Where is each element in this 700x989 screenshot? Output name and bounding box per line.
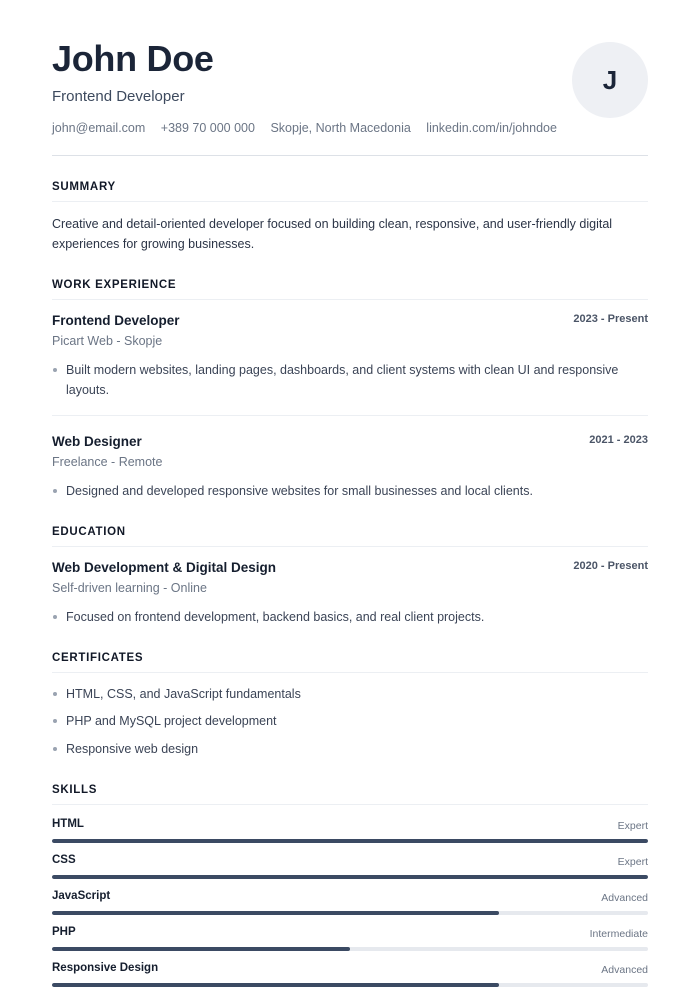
contact-info: [52, 121, 569, 135]
section-title-certificates: CERTIFICATES: [52, 652, 144, 664]
skill-name: HTML: [52, 818, 84, 830]
contact-linkedin: linkedin.com/in/johndoe: [426, 121, 557, 135]
skill-level: Advanced: [601, 892, 648, 904]
skill-bar-fill: [52, 983, 499, 987]
skill-level: Expert: [617, 820, 648, 832]
avatar: J: [572, 42, 648, 118]
list-item-text: Focused on frontend development, backend basics, and real client projects.: [66, 610, 485, 624]
skill-bar-fill: [52, 911, 499, 915]
skill-name: PHP: [52, 926, 76, 938]
skill-bar-fill: [52, 947, 350, 951]
list-item-text: Built modern websites, landing pages, dashboards, and client systems with clean UI and responsive layouts.: [66, 363, 619, 397]
skill-name: JavaScript: [52, 890, 111, 902]
skill-bar-fill: [52, 875, 648, 879]
skill-level: Intermediate: [589, 928, 648, 940]
section-title-skills: SKILLS: [52, 784, 98, 796]
contact-phone: +389 70 000 000: [160, 121, 255, 135]
bullet-dot: [53, 719, 57, 723]
section-title-work-experience: WORK EXPERIENCE: [52, 279, 177, 291]
skill-bar-track: [52, 839, 648, 843]
section-title-education: EDUCATION: [52, 526, 126, 538]
job-title: Web Designer: [52, 434, 142, 449]
bullet-dot: [53, 489, 57, 493]
list-item-text: Designed and developed responsive websites for small businesses and local clients.: [66, 484, 533, 498]
bullet-dot: [53, 368, 57, 372]
certificate-text: PHP and MySQL project development: [66, 714, 277, 728]
skill-name: CSS: [52, 854, 76, 866]
skill-level: Expert: [617, 856, 648, 868]
skill-bar-track: [52, 947, 648, 951]
bullet-dot: [53, 692, 57, 696]
education-institution: Self-driven learning - Online: [52, 581, 207, 595]
header-divider: [52, 155, 648, 156]
skill-bar-track: [52, 983, 648, 987]
section-divider: [52, 299, 648, 300]
section-divider: [52, 672, 648, 673]
candidate-name: John Doe: [52, 38, 214, 79]
education-title: Web Development & Digital Design: [52, 560, 277, 575]
contact-location: Skopje, North Macedonia: [270, 121, 411, 135]
list-item: [52, 607, 642, 627]
certificate-text: Responsive web design: [66, 742, 199, 756]
list-item: [52, 684, 642, 704]
job-dates: 2023 - Present: [573, 313, 648, 325]
skill-level: Advanced: [601, 964, 648, 976]
education-dates: 2020 - Present: [573, 560, 648, 572]
list-item: [52, 711, 642, 731]
contact-email: john@email.com: [52, 121, 146, 135]
candidate-title: Frontend Developer: [52, 88, 185, 105]
entry-divider: [52, 415, 648, 416]
list-item: [52, 739, 642, 759]
section-divider: [52, 201, 648, 202]
summary-text: Creative and detail-oriented developer focused on building clean, responsive, and user-friendly digital experiences for growing businesses.: [52, 217, 613, 251]
bullet-dot: [53, 615, 57, 619]
section-divider: [52, 804, 648, 805]
skill-bar-track: [52, 911, 648, 915]
section-title-summary: SUMMARY: [52, 181, 116, 193]
job-dates: 2021 - 2023: [589, 434, 648, 446]
job-company: Freelance - Remote: [52, 455, 163, 469]
job-company: Picart Web - Skopje: [52, 334, 163, 348]
job-title: Frontend Developer: [52, 313, 180, 328]
certificate-text: HTML, CSS, and JavaScript fundamentals: [66, 687, 301, 701]
skill-name: Responsive Design: [52, 962, 159, 974]
skill-bar-fill: [52, 839, 648, 843]
bullet-dot: [53, 747, 57, 751]
section-divider: [52, 546, 648, 547]
skill-bar-track: [52, 875, 648, 879]
list-item: [52, 481, 642, 501]
list-item: [52, 360, 642, 400]
